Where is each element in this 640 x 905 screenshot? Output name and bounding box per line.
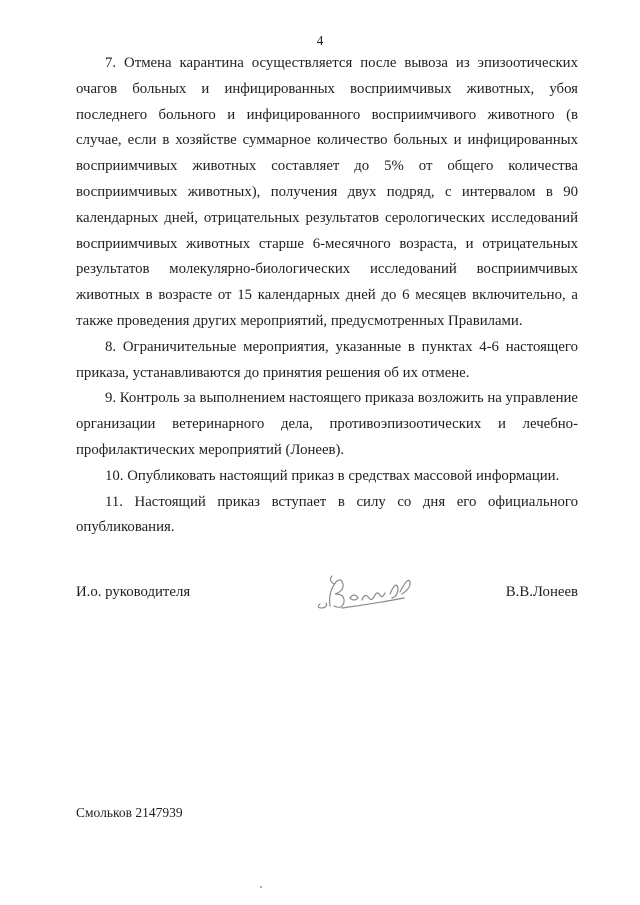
signature-block: [76, 570, 578, 614]
scan-artifact: [260, 886, 262, 888]
paragraph-7: 7. Отмена карантина осуществляется после вывоза из эпизоотических очагов больных и инфицированных восприимчивых животных, убоя последнего больного и инфицированного восприимчивого животного (в случае, если в хозяйстве суммарное количество больных и инфицированных восприимчивых животных составляет до 5% от общего количества восприимчивых животных), получения двух подряд, с интервалом в 90 календарных дней, отрицательных результатов серологических исследований восприимчивых животных старше 6-месячного возраста, и отрицательных результатов молекулярно-биологических исследований восприимчивых животных в возрасте от 15 календарных дней до 6 месяцев включительно, а также проведения других мероприятий, предусмотренных Правилами.: [76, 55, 578, 329]
signatory-title: И.о. руководителя: [76, 584, 191, 600]
document-body: [76, 51, 578, 541]
handwritten-signature-icon: [312, 570, 422, 614]
paragraph-11: 11. Настоящий приказ вступает в силу со дня его официального опубликования.: [76, 493, 578, 536]
executor-note: Смольков 2147939: [76, 805, 183, 820]
paragraph-10: 10. Опубликовать настоящий приказ в средствах массовой информации.: [105, 467, 560, 484]
page-number: 4: [316, 33, 324, 48]
signatory-name: В.В.Лонеев: [505, 584, 578, 600]
paragraph-9: 9. Контроль за выполнением настоящего приказа возложить на управление организации ветеринарного дела, противоэпизоотических и лечебно-профилактических мероприятий (Лонеев).: [76, 390, 578, 458]
paragraph-8: 8. Ограничительные мероприятия, указанные в пунктах 4-6 настоящего приказа, устанавливаются до принятия решения об их отмене.: [76, 338, 578, 381]
